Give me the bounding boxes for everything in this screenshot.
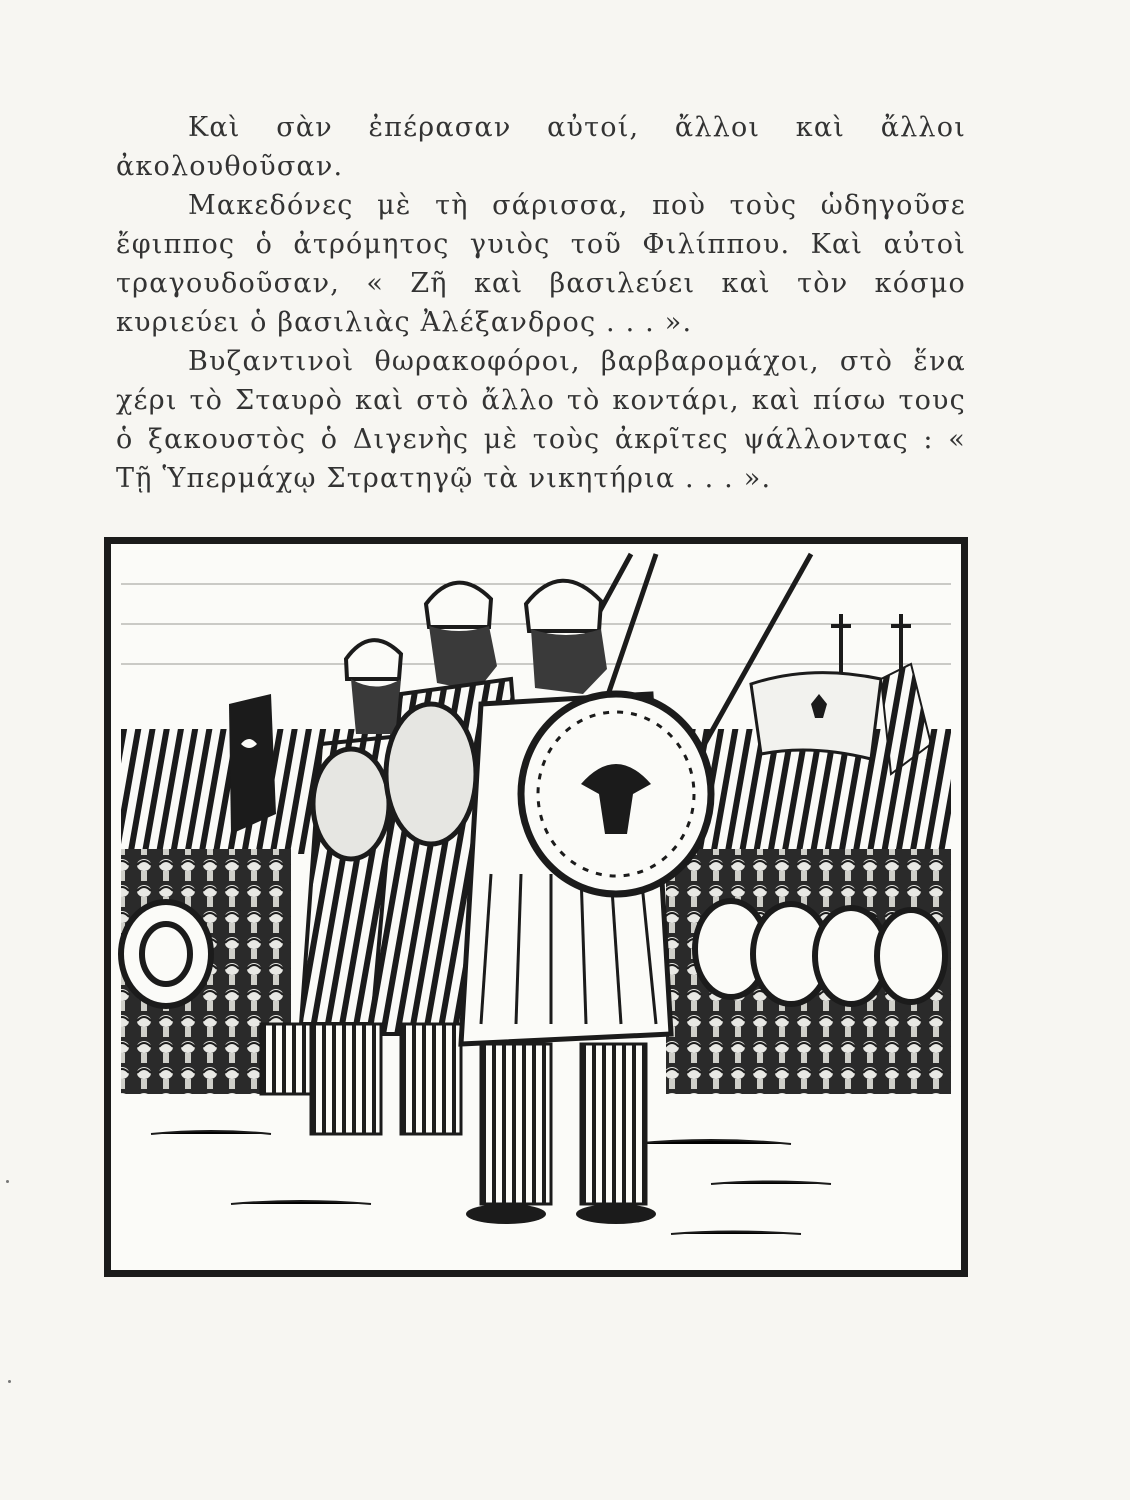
paragraph-1: Καὶ σὰν ἐπέρασαν αὐτοί, ἄλλοι καὶ ἄλλοι ἀκολουθοῦσαν. — [116, 112, 966, 182]
paragraph-2: Μακεδόνες μὲ τὴ σάρισσα, ποὺ τοὺς ὡδηγοῦσε ἔφιππος ὁ ἀτρόμητος γυιὸς τοῦ Φιλίππου. Καὶ αὐτοὶ τραγουδοῦσαν, « Ζῆ καὶ βασιλεύει καὶ τὸν κόσμο κυριεύει ὁ βασιλιὰς Ἀλέξανδρος . . . ». — [116, 190, 966, 338]
paragraph-3: Βυζαντινοὶ θωρακοφόροι, βαρβαρομάχοι, στὸ ἕνα χέρι τὸ Σταυρὸ καὶ στὸ ἄλλο τὸ κοντάρι, καὶ πίσω τους ὁ ξακουστὸς ὁ Διγενὴς μὲ τοὺς ἀκρῖτες ψάλλοντας : « Τῇ Ὑπερμάχῳ Στρατηγῷ τὰ νικητήρια . . . ». — [116, 346, 966, 494]
scan-speck — [8, 1380, 11, 1383]
byzantine-warriors-icon — [111, 544, 961, 1270]
left-banner — [229, 694, 276, 834]
text-block — [116, 108, 966, 498]
woodcut-illustration — [104, 537, 968, 1277]
scan-speck — [6, 1180, 9, 1183]
